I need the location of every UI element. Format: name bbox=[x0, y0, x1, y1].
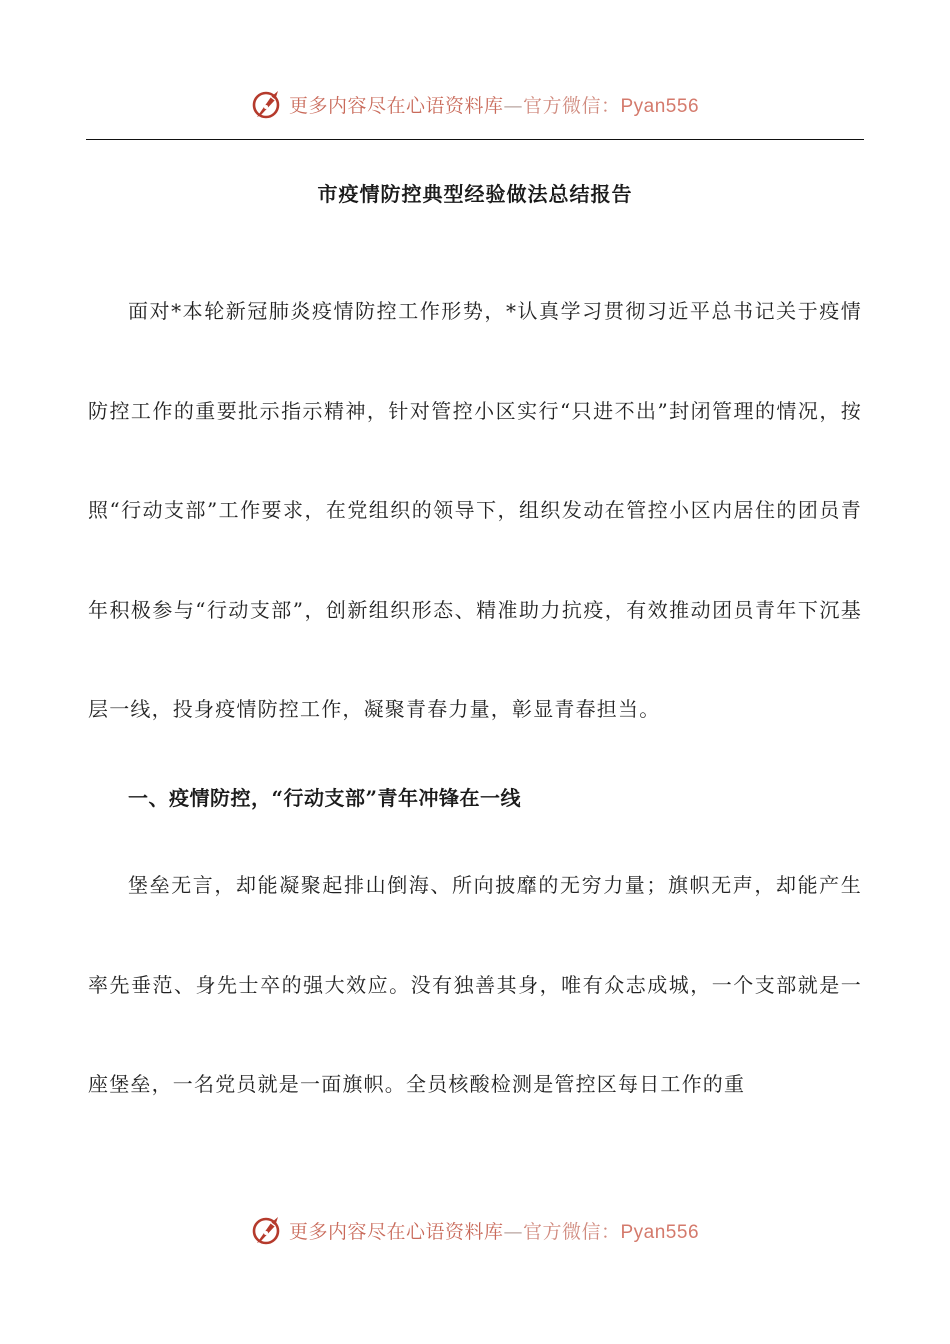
paragraph-intro: 面对*本轮新冠肺炎疫情防控工作形势，*认真学习贯彻习近平总书记关于疫情防控工作的重要批示指示精神，针对管控小区实行“只进不出”封闭管理的情况，按照“行动支部”工作要求，在党组织的领导下，组织发动在管控小区内居住的团员青年积极参与“行动支部”，创新组织形态、精准助力抗疫，有效推动团员青年下沉基层一线，投身疫情防控工作，凝聚青春力量，彰显青春担当。 bbox=[88, 299, 862, 722]
banner-text bbox=[289, 91, 699, 118]
library-text: 更多内容尽在心语资料库 bbox=[288, 94, 504, 117]
wechat-label: 官方微信： bbox=[522, 1220, 621, 1243]
header-divider bbox=[86, 139, 864, 140]
banner-dash: — bbox=[503, 1220, 523, 1243]
wechat-id: Pyan556 bbox=[620, 1221, 700, 1243]
section-heading-1: 一、疫情防控，“行动支部”青年冲锋在一线 bbox=[128, 785, 522, 810]
pen-nib-circle-icon bbox=[251, 87, 285, 121]
pen-nib-circle-icon bbox=[251, 1213, 285, 1247]
document-title: 市疫情防控典型经验做法总结报告 bbox=[317, 182, 633, 206]
library-text: 更多内容尽在心语资料库 bbox=[288, 1220, 504, 1243]
banner-text bbox=[289, 1217, 699, 1244]
banner-dash: — bbox=[503, 94, 523, 117]
header-banner bbox=[0, 84, 950, 124]
wechat-id: Pyan556 bbox=[620, 95, 700, 117]
wechat-label: 官方微信： bbox=[522, 94, 621, 117]
document-body bbox=[88, 262, 862, 1135]
paragraph-section-1: 堡垒无言，却能凝聚起排山倒海、所向披靡的无穷力量；旗帜无声，却能产生率先垂范、身先士卒的强大效应。没有独善其身，唯有众志成城，一个支部就是一座堡垒，一名党员就是一面旗帜。全员核酸检测是管控区每日工作的重 bbox=[88, 872, 862, 1097]
footer-banner bbox=[0, 1210, 950, 1250]
